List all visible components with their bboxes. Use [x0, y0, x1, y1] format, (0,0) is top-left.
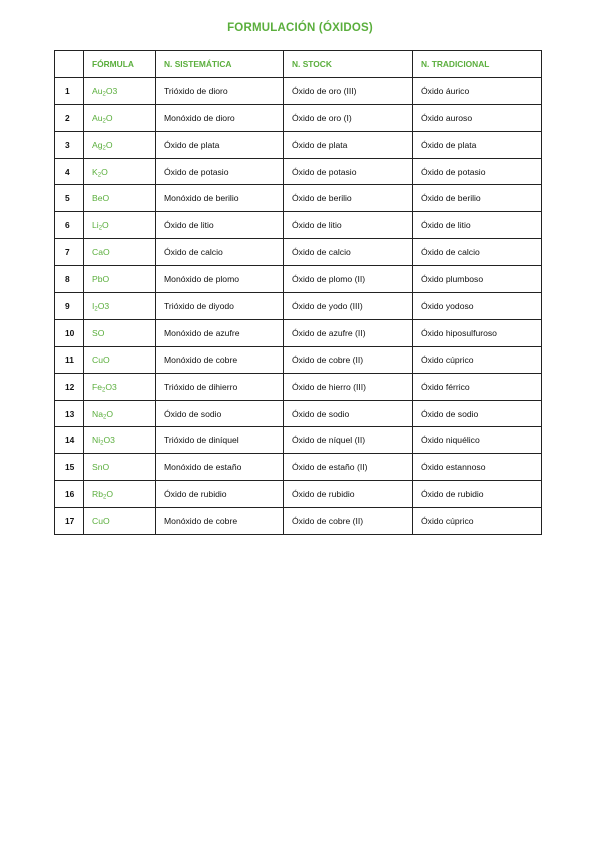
formula-part: Ni: [92, 435, 101, 446]
traditional-name-cell: Óxido cúprico: [413, 508, 542, 535]
formula-part: O: [106, 489, 114, 500]
formula-part: CuO: [92, 516, 110, 527]
stock-name-cell: Óxido de rubidio: [284, 481, 413, 508]
stock-name-cell: Óxido de calcio: [284, 239, 413, 266]
formula-subscript: 2: [102, 118, 106, 125]
stock-name-cell: Óxido de oro (III): [284, 77, 413, 104]
systematic-name-cell: Trióxido de dioro: [156, 77, 284, 104]
table-row: [55, 373, 542, 400]
formula-subscript: 2: [94, 306, 98, 313]
row-number: 1: [55, 77, 84, 104]
systematic-name-cell: Monóxido de azufre: [156, 319, 284, 346]
formula-part: Na: [92, 408, 103, 419]
formula-part: Fe: [92, 381, 103, 392]
traditional-name-cell: Óxido de rubidio: [413, 481, 542, 508]
formula-cell: [84, 77, 156, 104]
traditional-name-cell: Óxido de calcio: [413, 239, 542, 266]
formula-part: Li: [92, 220, 99, 231]
formula-part: O: [105, 139, 113, 150]
formula-part: O3: [105, 381, 117, 392]
formula-subscript: 2: [98, 225, 103, 232]
traditional-name-cell: Óxido férrico: [413, 373, 542, 400]
row-number: 2: [55, 104, 84, 131]
table-row: [55, 293, 542, 320]
traditional-name-cell: Óxido de berilio: [413, 185, 542, 212]
formula-cell: [84, 400, 156, 427]
header-traditional-name: N. TRADICIONAL: [413, 51, 542, 78]
systematic-name-cell: Óxido de plata: [156, 131, 284, 158]
traditional-name-cell: Óxido de litio: [413, 212, 542, 239]
stock-name-cell: Óxido de sodio: [284, 400, 413, 427]
formula-part: CaO: [92, 247, 110, 258]
formula-cell: [84, 427, 156, 454]
traditional-name-cell: Óxido niquélico: [413, 427, 542, 454]
header-stock-name: N. STOCK: [284, 51, 413, 78]
row-number: 10: [55, 319, 84, 346]
table-row: [55, 346, 542, 373]
formula-cell: [84, 239, 156, 266]
formula-part: O: [106, 408, 114, 419]
traditional-name-cell: Óxido de sodio: [413, 400, 542, 427]
row-number: 9: [55, 293, 84, 320]
page-title: FORMULACIÓN (ÓXIDOS): [227, 22, 373, 34]
systematic-name-cell: Monóxido de cobre: [156, 346, 284, 373]
table-row: [55, 239, 542, 266]
formula-cell: [84, 319, 156, 346]
row-number: 12: [55, 373, 84, 400]
formula-part: SO: [92, 327, 105, 338]
formula-cell: [84, 373, 156, 400]
formula-subscript: 2: [103, 494, 107, 501]
traditional-name-cell: Óxido plumboso: [413, 266, 542, 293]
stock-name-cell: Óxido de litio: [284, 212, 413, 239]
table-row: [55, 77, 542, 104]
systematic-name-cell: Monóxido de cobre: [156, 508, 284, 535]
formula-part: Rb: [92, 489, 103, 500]
oxides-table: [54, 50, 542, 535]
formula-cell: [84, 481, 156, 508]
formula-cell: [84, 454, 156, 481]
stock-name-cell: Óxido de plata: [284, 131, 413, 158]
row-number: 4: [55, 158, 84, 185]
row-number: 7: [55, 239, 84, 266]
formula-cell: [84, 158, 156, 185]
row-number: 8: [55, 266, 84, 293]
systematic-name-cell: Monóxido de dioro: [156, 104, 284, 131]
formula-cell: [84, 346, 156, 373]
stock-name-cell: Óxido de berilio: [284, 185, 413, 212]
formula-cell: [84, 104, 156, 131]
systematic-name-cell: Óxido de sodio: [156, 400, 284, 427]
table-row: [55, 158, 542, 185]
table-row: [55, 266, 542, 293]
stock-name-cell: Óxido de azufre (II): [284, 319, 413, 346]
formula-subscript: 2: [102, 387, 106, 394]
traditional-name-cell: Óxido auroso: [413, 104, 542, 131]
formula-subscript: 2: [100, 440, 104, 447]
formula-subscript: 2: [102, 145, 106, 152]
formula-part: O: [102, 220, 109, 231]
stock-name-cell: Óxido de hierro (III): [284, 373, 413, 400]
formula-cell: [84, 212, 156, 239]
header-formula: FÓRMULA: [84, 51, 156, 78]
stock-name-cell: Óxido de cobre (II): [284, 346, 413, 373]
formula-part: Au: [92, 112, 103, 123]
traditional-name-cell: Óxido áurico: [413, 77, 542, 104]
row-number: 5: [55, 185, 84, 212]
systematic-name-cell: Óxido de potasio: [156, 158, 284, 185]
row-number: 17: [55, 508, 84, 535]
formula-part: I: [92, 300, 95, 311]
stock-name-cell: Óxido de oro (I): [284, 104, 413, 131]
stock-name-cell: Óxido de yodo (III): [284, 293, 413, 320]
table-row: [55, 104, 542, 131]
table-row: [55, 454, 542, 481]
formula-part: BeO: [92, 193, 110, 204]
systematic-name-cell: Monóxido de plomo: [156, 266, 284, 293]
formula-part: K: [92, 166, 98, 177]
stock-name-cell: Óxido de plomo (II): [284, 266, 413, 293]
row-number: 6: [55, 212, 84, 239]
formula-cell: [84, 508, 156, 535]
table-row: [55, 400, 542, 427]
table-row: [55, 319, 542, 346]
formula-subscript: 2: [97, 172, 102, 178]
traditional-name-cell: Óxido yodoso: [413, 293, 542, 320]
row-number: 14: [55, 427, 84, 454]
table-row: [55, 212, 542, 239]
formula-subscript: 2: [103, 414, 107, 421]
table-row: [55, 131, 542, 158]
row-number: 16: [55, 481, 84, 508]
formula-part: O3: [103, 435, 115, 446]
formula-part: O3: [97, 300, 110, 311]
header-number: [55, 51, 84, 78]
formula-part: PbO: [92, 274, 110, 285]
formula-cell: [84, 131, 156, 158]
traditional-name-cell: Óxido hiposulfuroso: [413, 319, 542, 346]
row-number: 11: [55, 346, 84, 373]
table-row: [55, 185, 542, 212]
row-number: 13: [55, 400, 84, 427]
row-number: 3: [55, 131, 84, 158]
formula-cell: [84, 185, 156, 212]
stock-name-cell: Óxido de níquel (II): [284, 427, 413, 454]
traditional-name-cell: Óxido de potasio: [413, 158, 542, 185]
header-systematic-name: N. SISTEMÁTICA: [156, 51, 284, 78]
systematic-name-cell: Monóxido de estaño: [156, 454, 284, 481]
systematic-name-cell: Óxido de calcio: [156, 239, 284, 266]
systematic-name-cell: Monóxido de berilio: [156, 185, 284, 212]
formula-part: O: [101, 166, 108, 177]
formula-cell: [84, 266, 156, 293]
formula-part: O: [105, 112, 113, 123]
table-header-row: [55, 51, 542, 78]
systematic-name-cell: Óxido de litio: [156, 212, 284, 239]
row-number: 15: [55, 454, 84, 481]
traditional-name-cell: Óxido estannoso: [413, 454, 542, 481]
formula-part: Ag: [92, 139, 103, 150]
formula-cell: [84, 293, 156, 320]
formula-part: O3: [105, 85, 118, 96]
traditional-name-cell: Óxido cúprico: [413, 346, 542, 373]
table-row: [55, 427, 542, 454]
formula-subscript: 2: [102, 91, 106, 98]
formula-part: SnO: [92, 462, 110, 473]
formula-part: CuO: [92, 354, 110, 365]
formula-part: Au: [92, 85, 103, 96]
table-row: [55, 508, 542, 535]
stock-name-cell: Óxido de potasio: [284, 158, 413, 185]
systematic-name-cell: Trióxido de dihierro: [156, 373, 284, 400]
table-row: [55, 481, 542, 508]
stock-name-cell: Óxido de estaño (II): [284, 454, 413, 481]
systematic-name-cell: Trióxido de diyodo: [156, 293, 284, 320]
systematic-name-cell: Trióxido de diníquel: [156, 427, 284, 454]
stock-name-cell: Óxido de cobre (II): [284, 508, 413, 535]
systematic-name-cell: Óxido de rubidio: [156, 481, 284, 508]
traditional-name-cell: Óxido de plata: [413, 131, 542, 158]
